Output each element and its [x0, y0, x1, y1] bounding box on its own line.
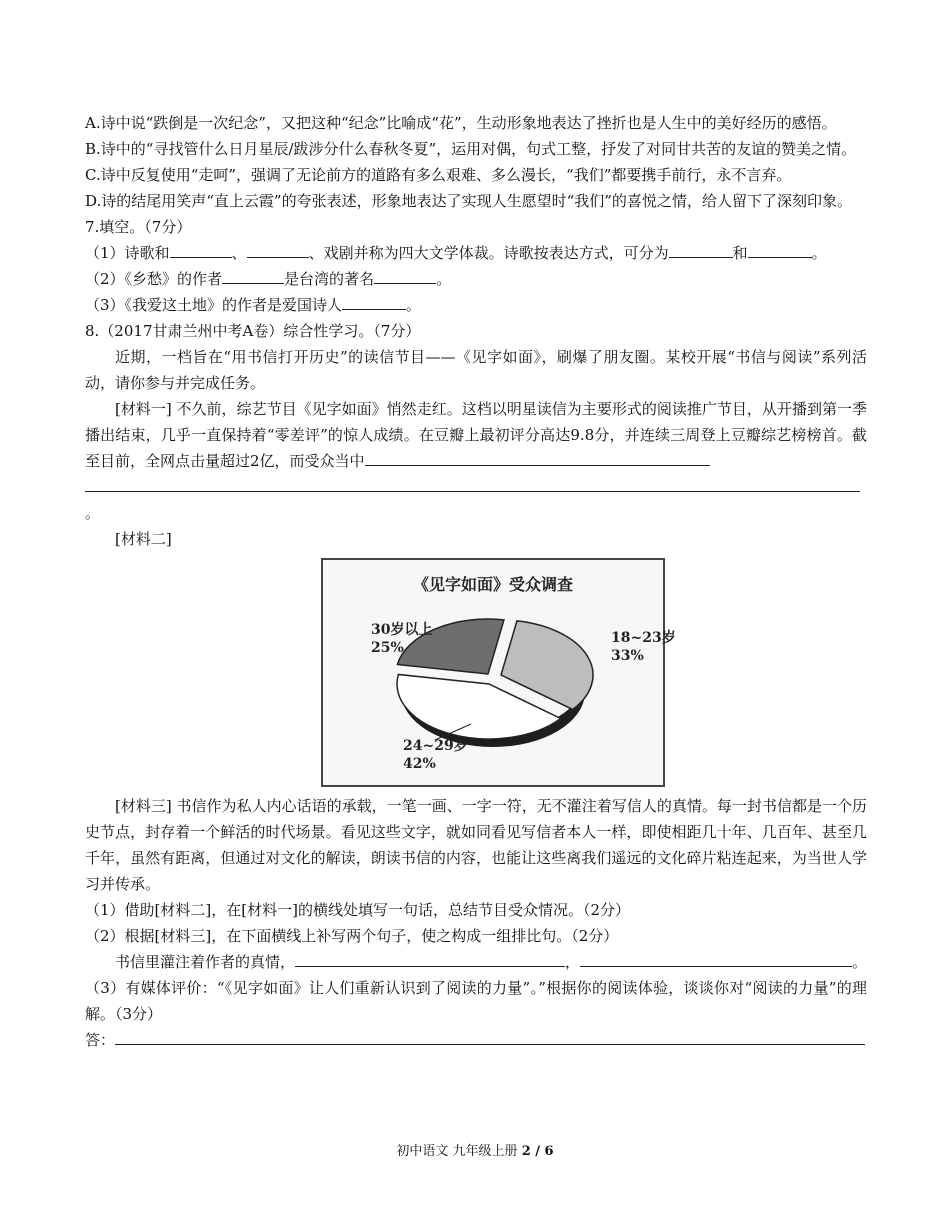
document-body — [85, 110, 867, 1053]
pie-percent: 42% — [403, 756, 436, 772]
task-3: （3）有媒体评价：“《见字如面》让人们重新认识到了阅读的力量”。”根据你的阅读体验，谈谈你对“阅读的力量”的理解。（3分） — [85, 979, 867, 1023]
fill-blank[interactable] — [295, 950, 565, 967]
answer-blank[interactable] — [115, 1028, 865, 1045]
answer-line: 答： — [85, 1027, 867, 1053]
pie-label: 18~23岁 — [611, 630, 676, 646]
fill-blank[interactable] — [342, 293, 406, 310]
task-2: （2）根据[材料三]，在下面横线上补写两个句子，使之构成一组排比句。（2分） — [85, 927, 619, 945]
fill-blank[interactable] — [170, 241, 232, 258]
option-d: D.诗的结尾用笑声“直上云霞”的夸张表述，形象地表达了实现人生愿望时“我们”的喜悦之情，给人留下了深刻印象。 — [85, 192, 852, 210]
option-b: B.诗中的“寻找管什么日月星辰/跋涉分什么春秋冬夏”，运用对偶，句式工整，抒发了对同甘共苦的友谊的赞美之情。 — [85, 140, 857, 158]
fill-blank[interactable] — [374, 267, 436, 284]
q7-item-2: （2）《乡愁》的作者 是台湾的著名 。 — [85, 266, 867, 292]
task-2-sentence: 书信里灌注着作者的真情， ， 。 — [85, 949, 867, 975]
page-number: 2 / 6 — [521, 1144, 554, 1159]
fill-blank[interactable] — [222, 267, 284, 284]
pie-label: 24~29岁 — [403, 738, 468, 754]
pie-svg — [323, 560, 676, 785]
task-1: （1）借助[材料二]，在[材料一]的横线处填写一句话，总结节目受众情况。（2分） — [85, 901, 630, 919]
option-a: A.诗中说“跌倒是一次纪念”，又把这种“纪念”比喻成“花”，生动形象地表达了挫折也是人生中的美好经历的感悟。 — [85, 114, 837, 132]
option-c: C.诗中反复使用“走呵”，强调了无论前方的道路有多么艰难、多么漫长，“我们”都要携手前行，永不言弃。 — [85, 166, 792, 184]
material-two-label: [材料二] — [115, 530, 172, 548]
fill-blank[interactable] — [85, 475, 860, 492]
fill-blank[interactable] — [669, 241, 733, 258]
page-footer — [0, 1140, 950, 1159]
q7-title: 7.填空。（7分） — [85, 218, 192, 236]
q7-item-1: （1）诗歌和 、 、戏剧并称为四大文学体裁。诗歌按表达方式，可分为 和 。 — [85, 240, 867, 266]
material-three: [材料三] 书信作为私人内心话语的承载，一笔一画、一字一符，无不灌注着写信人的真情。每一封书信都是一个历史节点，封存着一个鲜活的时代场景。看见这些文字，就如同看见写信者本人一样，即使相距几十年、几百年、甚至几千年，虽然有距离，但通过对文化的解读，朗读书信的内容，也能让这些离我们遥远的文化碎片粘连起来，为当世人学习并传承。 — [85, 797, 867, 893]
audience-pie-chart — [321, 558, 676, 787]
q8-title: 8.（2017甘肃兰州中考A卷）综合性学习。（7分） — [85, 322, 421, 340]
fill-blank[interactable] — [247, 241, 309, 258]
chart-title: 《见字如面》受众调查 — [412, 575, 574, 594]
fill-blank[interactable] — [365, 449, 710, 466]
q7-item-3: （3）《我爱这土地》的作者是爱国诗人 。 — [85, 292, 867, 318]
pie-percent: 33% — [611, 648, 644, 664]
pie-label: 30岁以上 — [371, 622, 433, 638]
material-one: [材料一] 不久前，综艺节目《见字如面》悄然走红。这档以明星读信为主要形式的阅读推广节目，从开播到第一季播出结束，几乎一直保持着“零差评”的惊人成绩。在豆瓣上最初评分高达9.8分，并连续三周登上豆瓣综艺榜榜首。截至目前，全网点击量超过2亿，而受众当中 。 — [85, 400, 867, 522]
fill-blank[interactable] — [748, 241, 812, 258]
footer-text: 初中语文 九年级上册 — [396, 1144, 522, 1159]
pie-percent: 25% — [371, 640, 404, 656]
fill-blank[interactable] — [580, 950, 852, 967]
q8-intro: 近期，一档旨在“用书信打开历史”的读信节目——《见字如面》，刷爆了朋友圈。某校开展“书信与阅读”系列活动，请你参与并完成任务。 — [85, 348, 867, 392]
